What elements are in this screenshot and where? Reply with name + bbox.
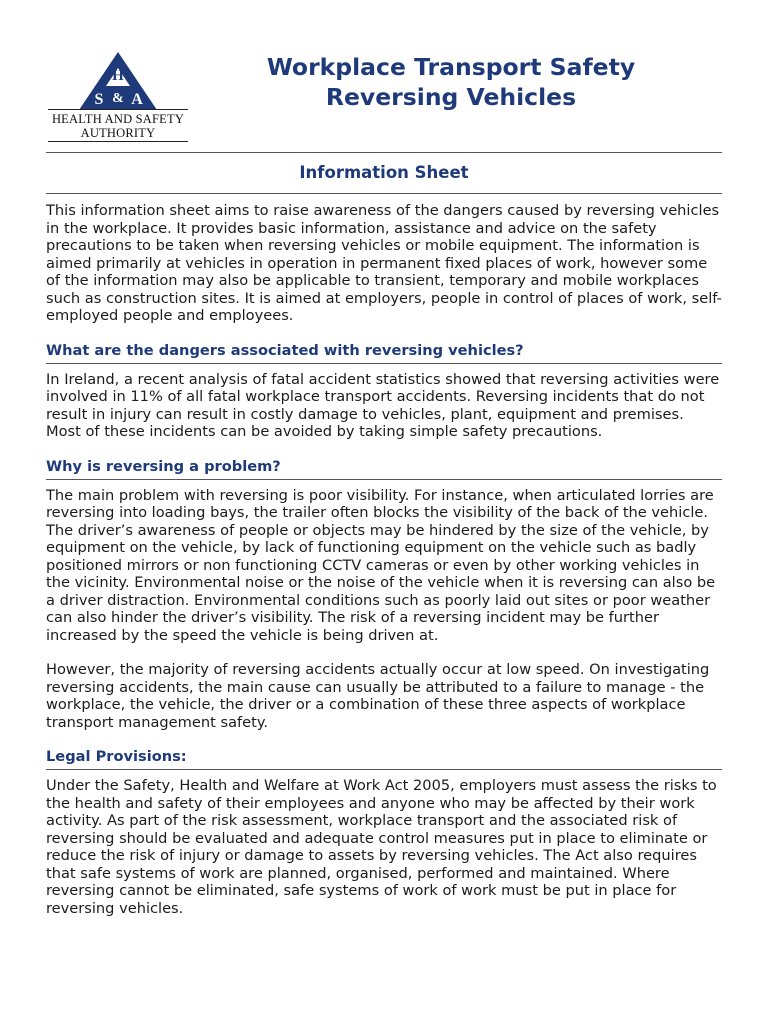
- logo-text-line2: AUTHORITY: [80, 126, 156, 140]
- section-paragraph: However, the majority of reversing accidents actually occur at low speed. On investigating reversing accidents, the main cause can usually be attributed to a failure to manage - the workplace, the vehicle, the driver or a combination of these three aspects of workplace transport management safety.: [46, 661, 710, 731]
- logo-text-line1: HEALTH AND SAFETY: [51, 112, 185, 126]
- section-heading: Legal Provisions:: [46, 748, 187, 765]
- logo-letter-a: A: [131, 91, 143, 108]
- logo-letter-ampersand: &: [112, 91, 124, 106]
- title-line1: Workplace Transport Safety: [266, 53, 636, 81]
- divider: [46, 193, 722, 194]
- page-title: [196, 52, 706, 112]
- section-paragraph: Under the Safety, Health and Welfare at Work Act 2005, employers must assess the risks to the health and safety of their employees and anyone who may be affected by their work activity. As part of the risk assessment, workplace transport and the associated risk of reversing should be evaluated and adequate control measures put in place to eliminate or reduce the risk of injury or damage to assets by reversing vehicles. The Act also requires that safe systems of work are planned, organised, performed and maintained. Where reversing cannot be eliminated, safe systems of work of work must be put in place for reversing vehicles.: [46, 777, 717, 917]
- section-paragraph: In Ireland, a recent analysis of fatal accident statistics showed that reversing activities were involved in 11% of all fatal workplace transport accidents. Reversing incidents that do not result in injury can result in costly damage to vehicles, plant, equipment and premises. Most of these incidents can be avoided by taking simple safety precautions.: [46, 370, 720, 440]
- intro-paragraph: This information sheet aims to raise awareness of the dangers caused by reversing vehicles in the workplace. It provides basic information, assistance and advice on the safety precautions to be taken when reversing vehicles or mobile equipment. The information is aimed primarily at vehicles in operation in permanent fixed places of work, however some of the information may also be applicable to transient, temporary and mobile workplaces such as construction sites. It is aimed at employers, people in control of places of work, self-employed people and employees.: [46, 202, 722, 324]
- section-rule: [46, 479, 722, 480]
- sheet-label: Information Sheet: [299, 163, 469, 182]
- section-rule: [46, 363, 722, 364]
- section-heading: What are the dangers associated with reversing vehicles?: [46, 341, 524, 359]
- section-heading: Why is reversing a problem?: [46, 457, 281, 475]
- logo-letter-s: S: [94, 91, 104, 108]
- section-paragraph: The main problem with reversing is poor visibility. For instance, when articulated lorries are reversing into loading bays, the trailer often blocks the visibility of the back of the vehicle. The driver’s awareness of people or objects may be hindered by the size of the vehicle, by equipment on the vehicle, by lack of functioning equipment on the vehicle such as badly positioned mirrors or non functioning CCTV cameras or even by other working vehicles in the vicinity. Environmental noise or the noise of the vehicle when it is reversing can also be a driver distraction. Environmental conditions such as poorly laid out sites or poor weather can also hinder the driver’s visibility. The risk of a reversing incident may be further increased by the speed the vehicle is being driven at.: [46, 486, 716, 644]
- document-page: [46, 0, 722, 917]
- logo-letter-h: H: [112, 68, 124, 84]
- title-line2: Reversing Vehicles: [325, 83, 577, 111]
- hsa-logo: [46, 52, 190, 146]
- logo-rule-bottom: [48, 141, 188, 142]
- hsa-triangle-icon: [79, 52, 157, 110]
- header: [46, 0, 722, 152]
- section-rule: [46, 769, 722, 770]
- logo-rule-top: [48, 109, 188, 110]
